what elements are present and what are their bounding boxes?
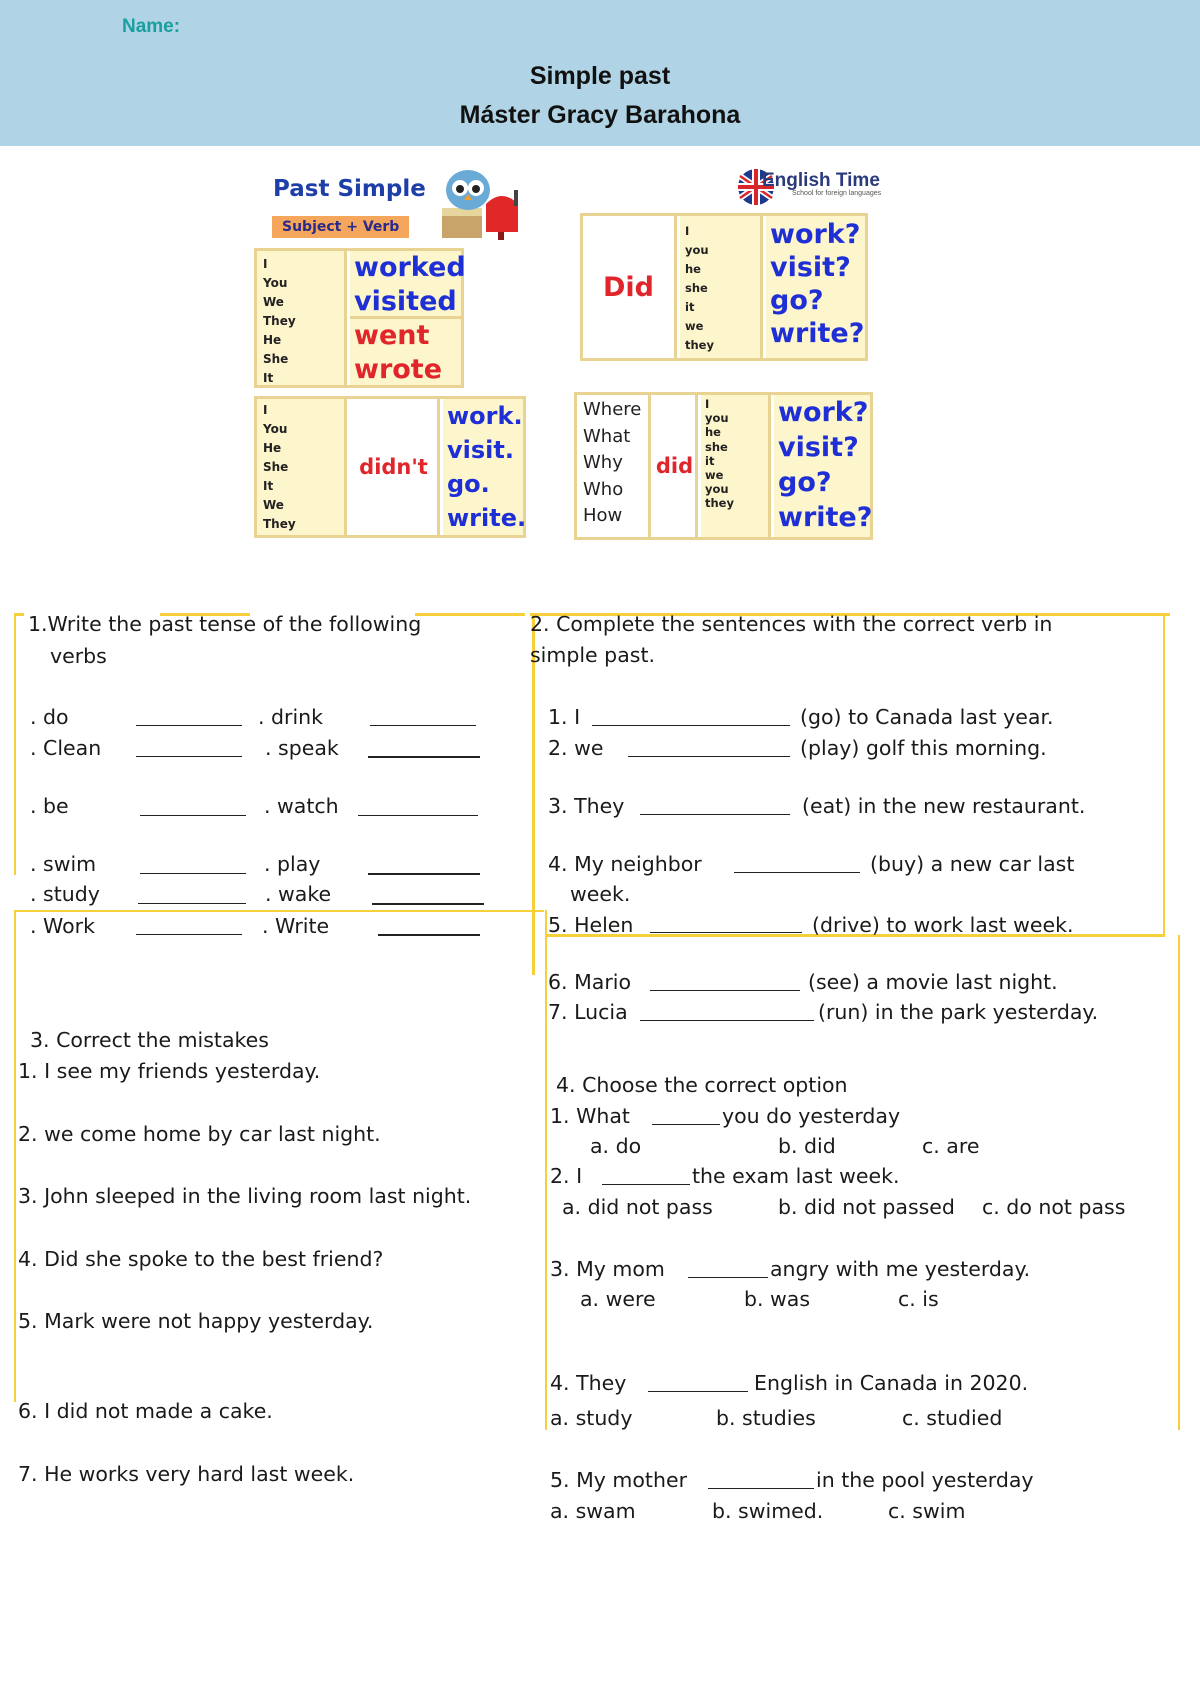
page-title: Simple past: [529, 62, 671, 90]
verb-went: went: [354, 320, 430, 351]
frame-line: [532, 615, 535, 975]
brand-name: English Time: [762, 170, 880, 191]
subject-verb-label: Subject + Verb: [272, 216, 409, 238]
ex4-q4-option[interactable]: c. studied: [902, 1406, 1003, 1430]
past-simple-title: Past Simple: [273, 176, 426, 202]
ex1-blank[interactable]: [368, 873, 480, 875]
ex4-q5-option[interactable]: b. swimed.: [712, 1499, 824, 1523]
ex4-q3-option[interactable]: c. is: [898, 1287, 939, 1311]
ex2-blank[interactable]: [734, 872, 860, 873]
wh-aux-cell: [654, 395, 698, 537]
ex4-q1-end: you do yesterday: [722, 1104, 901, 1128]
ex2-s5-start: 5. Helen: [548, 913, 634, 937]
verb-worked: worked: [354, 252, 466, 283]
frame-line: [14, 910, 544, 912]
ex2-s1-end: (go) to Canada last year.: [800, 705, 1054, 729]
ex1-blank[interactable]: [368, 756, 480, 758]
wh-question-table: [574, 392, 873, 540]
ex1-verb-do: . do: [30, 705, 69, 729]
ex2-s1-start: 1. I: [548, 705, 581, 729]
ex1-verb-play: . play: [264, 852, 321, 876]
verb: visit?: [778, 432, 859, 463]
pronoun: she: [685, 281, 708, 295]
pronoun: it: [705, 453, 715, 468]
wh-pronouns: [701, 395, 771, 537]
negative-pronouns: [257, 399, 347, 535]
ex4-blank[interactable]: [602, 1184, 690, 1185]
ex4-q1-option[interactable]: a. do: [590, 1134, 642, 1158]
ex2-s4-end: (buy) a new car last: [870, 852, 1075, 876]
wh-words: [577, 395, 651, 537]
frame-line: [415, 613, 525, 616]
ex1-blank[interactable]: [372, 903, 484, 905]
negative-table: [254, 396, 526, 538]
ex4-title: 4. Choose the correct option: [556, 1073, 848, 1097]
question-aux-cell: [583, 216, 677, 358]
ex1-blank[interactable]: [370, 725, 476, 726]
ex2-s7-start: 7. Lucia: [548, 1000, 628, 1024]
wh-word: How: [583, 505, 623, 526]
ex1-blank[interactable]: [136, 934, 242, 935]
ex4-blank[interactable]: [708, 1488, 814, 1489]
pronoun: You: [263, 276, 288, 290]
pronoun: they: [705, 496, 734, 511]
ex4-q4-start: 4. They: [550, 1371, 627, 1395]
pronoun: She: [263, 460, 289, 474]
ex2-s3-end: (eat) in the new restaurant.: [802, 794, 1086, 818]
verb: work?: [770, 219, 861, 250]
pronoun: she: [705, 439, 728, 454]
irregular-verbs-cell: [350, 319, 461, 385]
verb: visit.: [447, 436, 514, 464]
wh-verbs: [774, 395, 873, 537]
brand-tagline: School for foreign languages: [792, 190, 882, 197]
ex4-q3-end: angry with me yesterday.: [770, 1257, 1031, 1281]
ex1-title-cont: verbs: [50, 644, 107, 668]
ex2-s3-start: 3. They: [548, 794, 625, 818]
ex4-q4-option[interactable]: a. study: [550, 1406, 633, 1430]
verb: work?: [778, 397, 869, 428]
didnt-label: didn't: [359, 455, 428, 479]
ex4-q1-start: 1. What: [550, 1104, 630, 1128]
ex4-q5-option[interactable]: c. swim: [888, 1499, 966, 1523]
question-table: [580, 213, 868, 361]
frame-line: [545, 910, 547, 1430]
did-label: Did: [603, 271, 654, 303]
frame-line: [14, 912, 16, 1402]
ex3-item: 7. He works very hard last week.: [18, 1462, 355, 1486]
pronoun: You: [263, 422, 288, 436]
verb: write.: [447, 504, 527, 532]
ex2-s4-start: 4. My neighbor: [548, 852, 702, 876]
pronoun: you: [685, 243, 709, 257]
ex2-blank[interactable]: [592, 725, 790, 726]
did-label: did: [655, 454, 694, 478]
pronoun: It: [263, 371, 274, 385]
ex1-verb-drink: . drink: [258, 705, 324, 729]
pronoun: It: [263, 479, 274, 493]
question-pronouns: [680, 216, 763, 358]
verb: go.: [447, 470, 490, 498]
ex1-blank[interactable]: [358, 815, 478, 816]
ex1-blank[interactable]: [138, 903, 246, 904]
frame-line: [14, 615, 16, 875]
ex3-item: 4. Did she spoke to the best friend?: [18, 1247, 384, 1271]
ex4-q1-option[interactable]: b. did: [778, 1134, 836, 1158]
ex1-verb-watch: . watch: [264, 794, 339, 818]
pronoun: it: [685, 300, 695, 314]
pronoun: They: [263, 517, 296, 531]
verb-wrote: wrote: [354, 354, 443, 385]
ex4-blank[interactable]: [652, 1124, 720, 1125]
pronoun: he: [685, 262, 701, 276]
pronoun: We: [263, 498, 284, 512]
ex4-q2-option[interactable]: c. do not pass: [982, 1195, 1126, 1219]
ex3-item: 5. Mark were not happy yesterday.: [18, 1309, 374, 1333]
ex1-verb-be: . be: [30, 794, 69, 818]
ex4-q5-end: in the pool yesterday: [816, 1468, 1034, 1492]
wh-word: Who: [583, 478, 624, 500]
pronoun: I: [263, 257, 268, 271]
ex4-q3-start: 3. My mom: [550, 1257, 665, 1281]
pronoun: He: [263, 333, 282, 347]
ex3-item: 1. I see my friends yesterday.: [18, 1059, 321, 1083]
ex3-item: 3. John sleeped in the living room last night.: [18, 1184, 472, 1208]
ex1-verb-wake: . wake: [265, 882, 332, 906]
ex1-verb-work: . Work: [30, 914, 95, 938]
ex2-blank[interactable]: [640, 814, 790, 815]
pronoun: we: [685, 319, 704, 333]
ex2-s4-cont: week.: [570, 882, 631, 906]
negative-aux-cell: [350, 399, 440, 535]
ex2-s2-end: (play) golf this morning.: [800, 736, 1047, 760]
ex2-blank[interactable]: [650, 932, 802, 933]
negative-verbs: [443, 399, 527, 535]
pronoun: She: [263, 352, 289, 366]
pronoun: they: [685, 338, 714, 352]
ex3-title: 3. Correct the mistakes: [30, 1028, 269, 1052]
verb: write?: [770, 318, 865, 349]
ex1-blank[interactable]: [136, 756, 242, 757]
frame-line: [1163, 615, 1165, 935]
ex1-verb-write: . Write: [262, 914, 330, 938]
pronoun: We: [263, 295, 284, 309]
wh-word: Why: [583, 452, 623, 473]
ex1-blank[interactable]: [140, 815, 246, 816]
ex2-blank[interactable]: [640, 1020, 814, 1021]
ex2-s6-end: (see) a movie last night.: [808, 970, 1058, 994]
verb: write?: [778, 502, 873, 533]
ex4-blank[interactable]: [688, 1277, 768, 1278]
pronoun: we: [705, 468, 724, 483]
ex4-q2-start: 2. I: [550, 1164, 583, 1188]
ex1-verb-study: . study: [30, 882, 100, 906]
ex1-verb-speak: . speak: [265, 736, 339, 760]
ex3-item: 2. we come home by car last night.: [18, 1122, 381, 1146]
ex4-q4-option[interactable]: b. studies: [716, 1406, 816, 1430]
ex4-q5-option[interactable]: a. swam: [550, 1499, 636, 1523]
ex4-q5-start: 5. My mother: [550, 1468, 687, 1492]
ex2-s6-start: 6. Mario: [548, 970, 631, 994]
ex2-blank[interactable]: [628, 756, 790, 757]
verb: go?: [778, 467, 832, 498]
ex1-blank[interactable]: [136, 725, 242, 726]
ex4-blank[interactable]: [648, 1391, 748, 1392]
name-label: Name:: [122, 16, 181, 37]
ex3-item: 6. I did not made a cake.: [18, 1399, 273, 1423]
verb-visited: visited: [354, 286, 457, 317]
ex1-title: 1.Write the past tense of the following: [28, 612, 422, 636]
ex1-blank[interactable]: [378, 934, 480, 936]
ex4-q3-option[interactable]: b. was: [744, 1287, 811, 1311]
ex2-s5-end: (drive) to work last week.: [812, 913, 1074, 937]
wh-word: What: [583, 425, 631, 447]
pronoun: I: [705, 397, 710, 411]
ex2-title: 2. Complete the sentences with the correct verb in: [530, 612, 1053, 636]
affirmative-pronouns: [257, 251, 347, 385]
pronoun: you: [705, 411, 729, 426]
ex1-verb-clean: . Clean: [30, 736, 102, 760]
pronoun: They: [263, 314, 296, 328]
frame-line: [1178, 935, 1180, 1430]
ex4-q2-option[interactable]: a. did not pass: [562, 1195, 713, 1219]
pronoun: I: [263, 403, 268, 417]
wh-word: Where: [583, 399, 642, 420]
pronoun: he: [705, 425, 721, 440]
regular-verbs-cell: [350, 251, 466, 319]
question-verbs: [766, 216, 865, 358]
ex2-title-cont: simple past.: [530, 643, 655, 667]
ex4-q1-option[interactable]: c. are: [922, 1134, 980, 1158]
ex1-blank[interactable]: [140, 873, 246, 874]
owl-mailbox-icon: [440, 168, 525, 240]
verb: work.: [447, 402, 523, 430]
page-subtitle: Máster Gracy Barahona: [459, 101, 741, 129]
ex2-blank[interactable]: [650, 990, 800, 991]
ex4-q3-option[interactable]: a. were: [580, 1287, 656, 1311]
ex4-q4-end: English in Canada in 2020.: [754, 1371, 1029, 1395]
ex1-verb-swim: . swim: [30, 852, 97, 876]
affirmative-table: [254, 248, 464, 388]
pronoun: He: [263, 441, 282, 455]
verb: visit?: [770, 252, 851, 283]
pronoun: you: [705, 482, 729, 497]
verb: go?: [770, 285, 824, 316]
pronoun: I: [685, 224, 690, 238]
ex4-q2-end: the exam last week.: [692, 1164, 900, 1188]
ex2-s2-start: 2. we: [548, 736, 604, 760]
ex2-s7-end: (run) in the park yesterday.: [818, 1000, 1099, 1024]
ex4-q2-option[interactable]: b. did not passed: [778, 1195, 955, 1219]
